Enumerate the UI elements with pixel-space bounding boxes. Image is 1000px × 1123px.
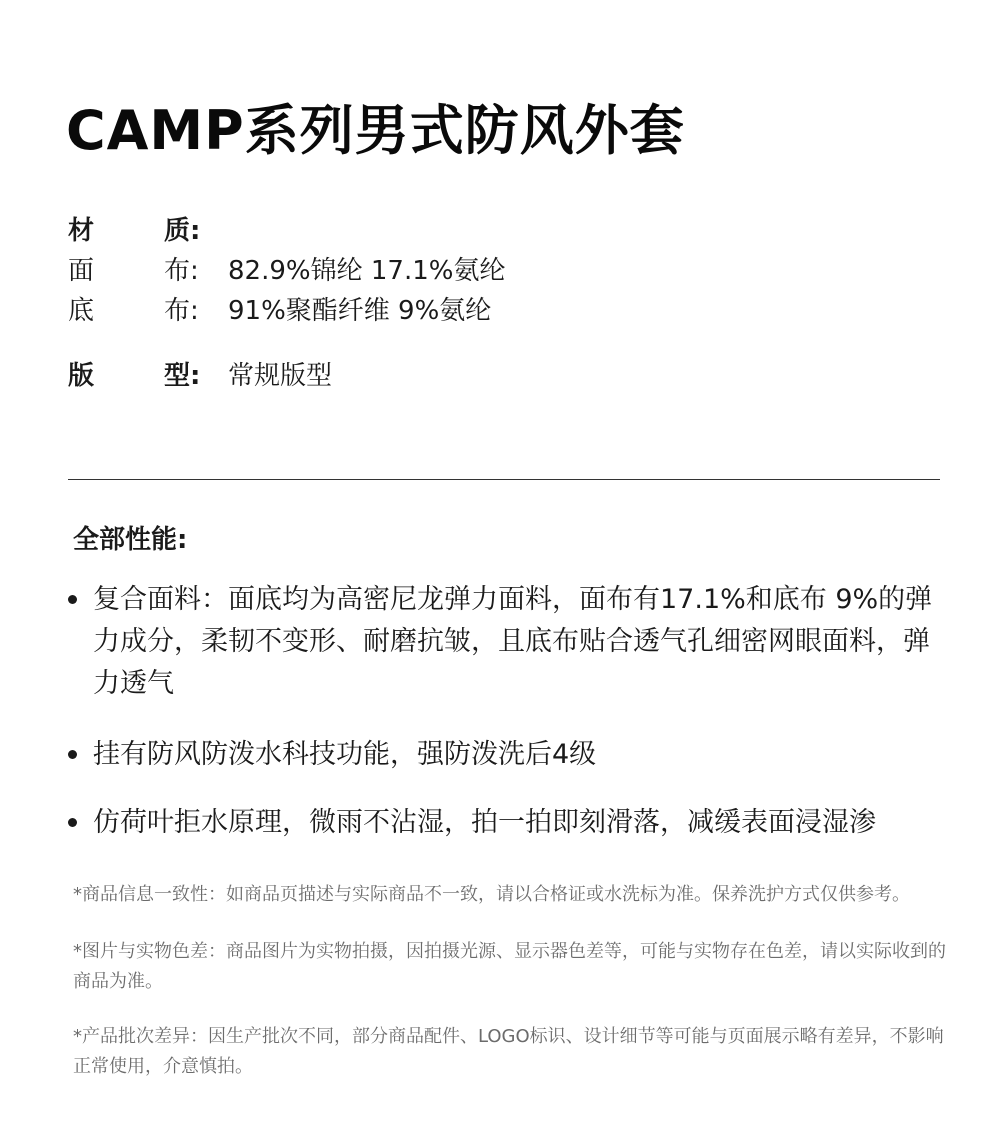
spec-material-key-char2: 质: (164, 216, 201, 246)
product-title: CAMP系列男式防风外套 (66, 99, 685, 162)
spec-fit-value: 常规版型 (228, 361, 333, 391)
spec-fit-key-char2: 型: (164, 361, 201, 391)
note-color-difference: *图片与实物色差：商品图片为实物拍摄，因拍摄光源、显示器色差等，可能与实物存在色差，请以实际收到的商品为准。 (73, 941, 946, 992)
spec-base-key-char2: 布: (164, 296, 199, 326)
spec-material-key-char1: 材 (68, 216, 95, 246)
note-consistency: *商品信息一致性：如商品页描述与实际商品不一致，请以合格证或水洗标为准。保养洗护方式仅供参考。 (73, 884, 910, 905)
spec-fit-key-char1: 版 (68, 361, 95, 391)
performance-bullet-item (68, 579, 938, 705)
section-divider (68, 479, 940, 480)
spec-base-key-char1: 底 (68, 296, 95, 326)
performance-bullet-text: 复合面料：面底均为高密尼龙弹力面料，面布有17.1%和底布 9%的弹力成分，柔韧不变形、耐磨抗皱，且底布贴合透气孔细密网眼面料，弹力透气 (93, 584, 933, 699)
spec-base-value: 91%聚酯纤维 9%氨纶 (228, 296, 492, 326)
bullet-dot-icon (68, 595, 77, 604)
spec-face-key-char1: 面 (68, 256, 95, 286)
note-batch-difference: *产品批次差异：因生产批次不同，部分商品配件、LOGO标识、设计细节等可能与页面展示略有差异，不影响正常使用，介意慎拍。 (73, 1026, 944, 1077)
spec-face-key-char2: 布: (164, 256, 199, 286)
performance-heading: 全部性能: (73, 525, 188, 555)
spec-face-value: 82.9%锦纶 17.1%氨纶 (228, 256, 506, 286)
performance-bullet-item (68, 802, 938, 844)
bullet-dot-icon (68, 818, 77, 827)
performance-bullet-item (68, 734, 938, 776)
performance-bullet-text: 挂有防风防泼水科技功能，强防泼洗后4级 (93, 739, 597, 770)
performance-bullet-text: 仿荷叶拒水原理，微雨不沾湿，拍一拍即刻滑落，减缓表面浸湿渗 (93, 807, 876, 838)
bullet-dot-icon (68, 750, 77, 759)
